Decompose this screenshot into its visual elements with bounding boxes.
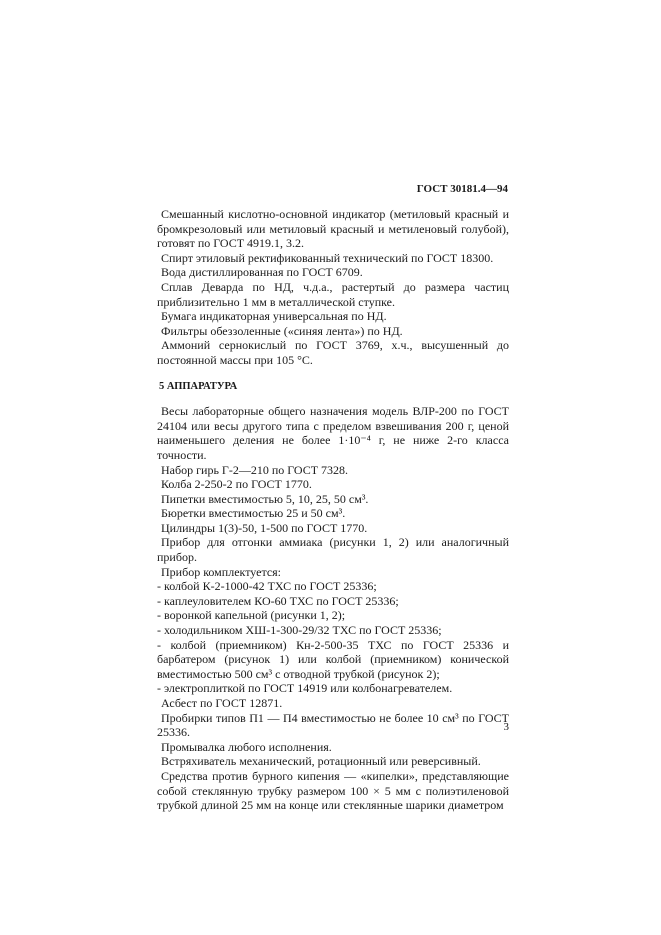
paragraph: Аммоний сернокислый по ГОСТ 3769, х.ч., высушенный до постоянной массы при 105 °С. xyxy=(157,338,509,367)
paragraph: Бумага индикаторная универсальная по НД. xyxy=(161,309,387,324)
paragraph: Цилиндры 1(3)-50, 1-500 по ГОСТ 1770. xyxy=(161,520,368,535)
paragraph: Прибор для отгонки аммиака (рисунки 1, 2) или аналогичный прибор. xyxy=(157,535,509,565)
page-number: 3 xyxy=(503,721,509,733)
list-item: - воронкой капельной (рисунки 1, 2); xyxy=(157,608,346,623)
list-item: - холодильником ХШ-1-300-29/32 ТХС по ГОСТ 25336; xyxy=(157,623,442,638)
paragraph: Спирт этиловый ректификованный технический по ГОСТ 18300. xyxy=(161,250,494,265)
paragraph: Весы лабораторные общего назначения модель ВЛР-200 по ГОСТ 24104 или весы другого типа с пределом взвешивания 200 г, ценой наименьшего деления не более 1·10⁻⁴ г, не ниже 2-го класса точности. xyxy=(157,404,509,462)
list-item: - каплеуловителем КО-60 ТХС по ГОСТ 25336; xyxy=(157,593,399,608)
paragraph: Колба 2-250-2 по ГОСТ 1770. xyxy=(161,477,312,492)
document-header: ГОСТ 30181.4—94 xyxy=(416,183,508,195)
list-item: - электроплиткой по ГОСТ 14919 или колбонагревателем. xyxy=(157,681,453,696)
paragraph: Средства против бурного кипения — «кипелки», представляющие собой стеклянную трубку размером 100 × 5 мм с полиэтиленовой трубкой длиной 25 мм на конце или стеклянные шарики диаметром xyxy=(157,768,509,813)
list-item: - колбой (приемником) Кн-2-500-35 ТХС по ГОСТ 25336 и барбатером (рисунок 1) или колбой (приемником) конической вместимостью 500 см³ с отводной трубкой (рисунок 2); xyxy=(157,637,509,681)
paragraph: Прибор комплектуется: xyxy=(161,564,282,579)
list-item: - колбой К-2-1000-42 ТХС по ГОСТ 25336; xyxy=(157,579,377,594)
paragraph: Асбест по ГОСТ 12871. xyxy=(161,696,283,710)
paragraph: Бюретки вместимостью 25 и 50 см³. xyxy=(161,506,346,521)
paragraph: Набор гирь Г-2—210 по ГОСТ 7328. xyxy=(161,462,349,477)
paragraph: Вода дистиллированная по ГОСТ 6709. xyxy=(161,265,363,280)
paragraph: Пипетки вместимостью 5, 10, 25, 50 см³. xyxy=(161,491,369,506)
section-title: 5 АППАРАТУРА xyxy=(159,380,238,392)
paragraph: Фильтры обеззоленные («синяя лента») по НД. xyxy=(161,323,403,338)
paragraph: Смешанный кислотно-основной индикатор (метиловый красный и бромкрезоловый или метиловый красный и метиленовый голубой), готовят по ГОСТ 4919.1, 3.2. xyxy=(157,207,509,251)
page-body xyxy=(157,207,509,813)
paragraph: Пробирки типов П1 — П4 вместимостью не более 10 см³ по ГОСТ 25336. xyxy=(157,710,509,740)
paragraph: Встряхиватель механический, ротационный или реверсивный. xyxy=(161,754,481,769)
paragraph: Сплав Деварда по НД, ч.д.а., растертый до размера частиц приблизительно 1 мм в металлической ступке. xyxy=(157,279,509,309)
paragraph: Промывалка любого исполнения. xyxy=(161,739,332,754)
